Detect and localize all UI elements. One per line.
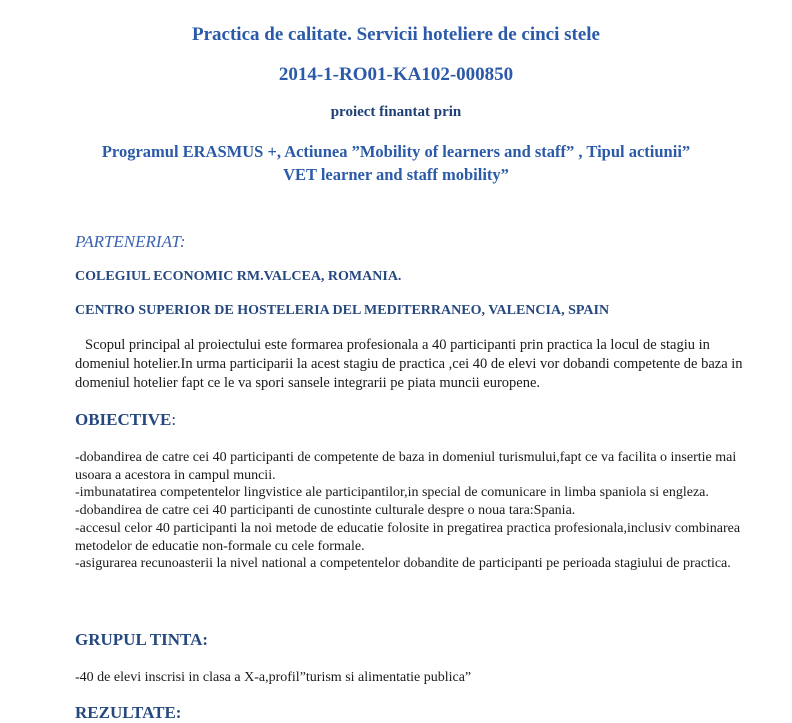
document-title: Practica de calitate. Servicii hoteliere de cinci stele [192, 24, 600, 45]
program-line-2: VET learner and staff mobility” [283, 165, 509, 184]
objective-item: -imbunatatirea competentelor lingvistice ale participantilor,in special de comunicare in limba spaniola si engleza. [75, 485, 709, 501]
objectives-list [75, 449, 755, 573]
objectives-heading-colon: : [171, 410, 177, 429]
results-heading: REZULTATE: [75, 703, 182, 722]
funded-by-text: proiect finantat prin [330, 104, 462, 120]
target-group-text: -40 de elevi inscrisi in clasa a X-a,profil”turism si alimentatie publica” [75, 670, 472, 685]
partner-2: CENTRO SUPERIOR DE HOSTELERIA DEL MEDITERRANEO, VALENCIA, SPAIN [75, 303, 610, 318]
program-line-1: Programul ERASMUS +, Actiunea ”Mobility of learners and staff” , Tipul actiunii” [101, 142, 691, 161]
objectives-heading [75, 410, 176, 430]
partners-heading: PARTENERIAT: [75, 232, 186, 251]
objectives-heading-text: OBIECTIVE [75, 410, 172, 429]
partner-1: COLEGIUL ECONOMIC RM.VALCEA, ROMANIA. [75, 269, 402, 284]
program-description [0, 140, 792, 186]
objective-item: -accesul celor 40 participanti la noi metode de educatie folosite in pregatirea practica profesionala,inclusiv combinarea metodelor de educatie non-formale cu cele formale. [75, 520, 741, 554]
objective-item: -dobandirea de catre cei 40 participanti de competente de baza in domeniul turismului,fapt ce va facilita o insertie mai usoara a acestora in campul muncii. [75, 450, 737, 483]
objective-item: -dobandirea de catre cei 40 participanti de cunostinte culturale despre o noua tara:Spania. [75, 503, 576, 519]
scope-paragraph: Scopul principal al proiectului este formarea profesionala a 40 participanti prin practica la locul de stagiu in domeniul hotelier.In urma participarii la acest stagiu de practica ,cei 40 de elevi vor dobandi competente de baza in domeniul hotelier fapt ce le va spori sansele integrarii pe piata muncii europene. [75, 337, 743, 391]
target-group-heading: GRUPUL TINTA: [75, 630, 209, 649]
project-code: 2014-1-RO01-KA102-000850 [278, 64, 514, 85]
objective-item: -asigurarea recunoasterii la nivel national a competentelor dobandite de participanti pe perioada stagiului de practica. [75, 556, 731, 572]
